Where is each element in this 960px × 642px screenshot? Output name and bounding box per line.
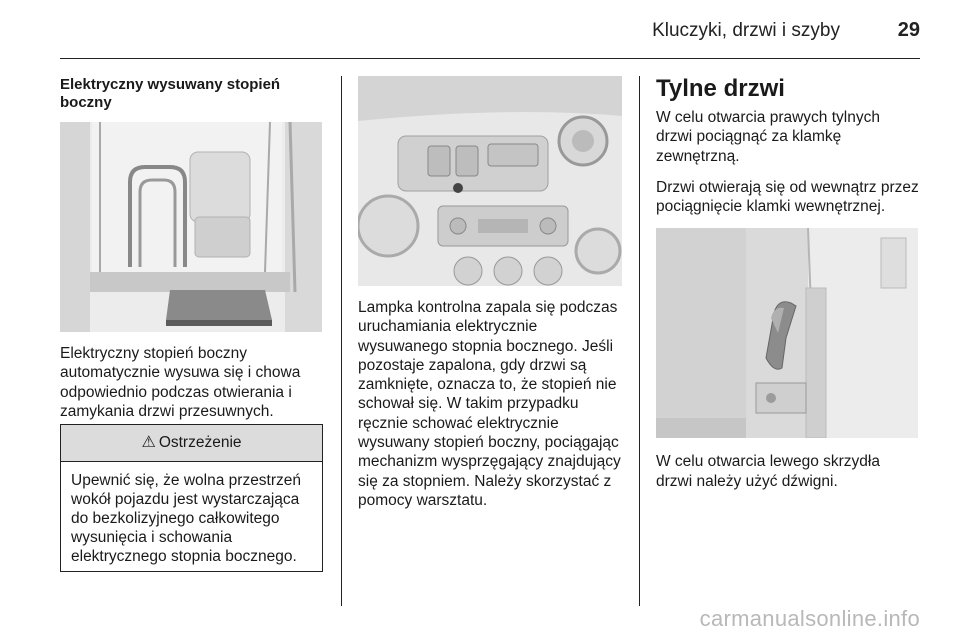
left-column xyxy=(60,76,325,433)
column-divider xyxy=(639,76,640,606)
warning-title: Ostrzeżenie xyxy=(158,434,242,451)
left-door-description: W celu otwarcia lewego skrzydła drzwi należy użyć dźwigni. xyxy=(656,453,880,490)
right-column xyxy=(656,76,920,503)
rear-doors-paragraph-1: W celu otwarcia prawych tylnych drzwi pociągnąć za klamkę zewnętrzną. xyxy=(656,109,880,165)
page-header xyxy=(60,0,920,59)
column-divider xyxy=(341,76,342,606)
page-number: 29 xyxy=(897,19,920,41)
section-title: Kluczyki, drzwi i szyby xyxy=(652,20,840,41)
rear-door-lever-illustration xyxy=(656,228,918,438)
step-description: Elektryczny stopień boczny automatycznie wysuwa się i chowa odpowiednio podczas otwierania i zamykania drzwi przesuwnych. xyxy=(60,345,301,420)
side-step-illustration xyxy=(60,122,322,332)
dashboard-illustration xyxy=(358,76,622,286)
warning-header xyxy=(61,425,322,462)
watermark: carmanualsonline.info xyxy=(699,606,920,631)
warning-text: Upewnić się, że wolna przestrzeń wokół pojazdu jest wystarczająca do bezkolizyjnego całkowitego wysunięcia i schowania elektrycznego stopnia bocznego. xyxy=(71,472,302,565)
rear-doors-paragraph-2: Drzwi otwierają się od wewnątrz przez pociągnięcie klamki wewnętrznej. xyxy=(656,178,919,216)
rear-doors-heading: Tylne drzwi xyxy=(656,75,785,102)
step-subheading: Elektryczny wysuwany stopień boczny xyxy=(60,76,281,111)
warning-box xyxy=(60,424,323,572)
middle-column xyxy=(358,76,624,522)
indicator-description: Lampka kontrolna zapala się podczas uruchamiania elektrycznie wysuwanego stopnia bocznego. Jeśli pozostaje zapalona, gdy drzwi są zamknięte, oznacza to, że stopień nie schował się. W takim przypadku ręcznie schować elektrycznie wysuwany stopień boczny, pociągając mechanizm wysprzęgający znajdujący się za stopniem. Należy skorzystać z pomocy warsztatu. xyxy=(358,299,621,509)
warning-icon: ⚠ xyxy=(141,434,156,451)
